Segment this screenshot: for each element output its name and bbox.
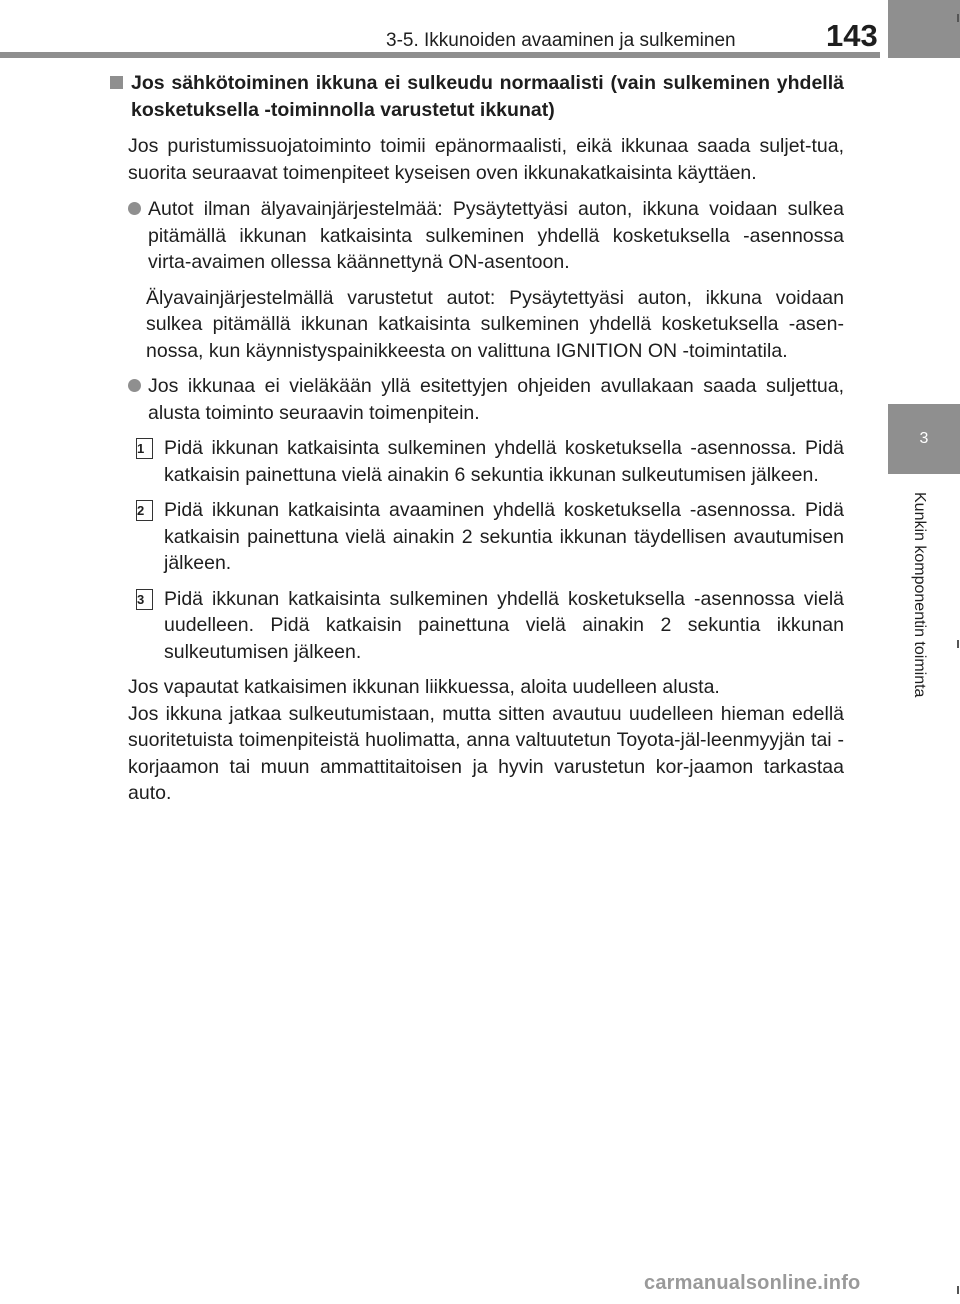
- section-heading: [108, 70, 844, 123]
- outro-paragraph: Jos ikkuna jatkaa sulkeutumistaan, mutta sitten avautuu uudelleen hieman edellä suoritetuista toimenpiteistä huolimatta, anna valtuutetun Toyota-jäl-leenmyyjän tai -korjaamon tai muun ammattitaitoisen ja hyvin varustetun kor-jaamon tarkastaa auto.: [128, 702, 844, 804]
- step-item: [136, 586, 844, 666]
- step-number-icon: 1: [136, 438, 153, 459]
- step-text: Pidä ikkunan katkaisinta avaaminen yhdellä kosketuksella -asennossa. Pidä katkaisin painettuna vielä ainakin 2 sekuntia ikkunan täydellisen avautumisen jälkeen.: [164, 499, 844, 574]
- margin-tick: [957, 1286, 959, 1294]
- step-number-icon: 2: [136, 500, 153, 521]
- step-text: Pidä ikkunan katkaisinta sulkeminen yhdellä kosketuksella -asennossa. Pidä katkaisin painettuna vielä ainakin 6 sekuntia ikkunan sulkeutumisen jälkeen.: [164, 437, 844, 486]
- margin-tick: [957, 640, 959, 648]
- bullet-text: Autot ilman älyavainjärjestelmää: Pysäytettyäsi auton, ikkuna voidaan sulkea pitämällä ikkunan katkaisinta sulkeminen yhdellä kosketuksella -asennossa virta-avaimen ollessa käännettynä ON-asentoon.: [148, 198, 844, 273]
- watermark: carmanualsonline.info: [644, 1272, 861, 1294]
- square-bullet-icon: [110, 76, 123, 89]
- chapter-tab[interactable]: [888, 404, 960, 474]
- intro-paragraph: Jos puristumissuojatoiminto toimii epänormaalisti, eikä ikkunaa saada suljet-tua, suorita seuraavat toimenpiteet kyseisen oven ikkunakatkaisinta käyttäen.: [128, 135, 844, 184]
- header-rule: [0, 52, 880, 58]
- page-number: 143: [826, 18, 878, 53]
- side-tab-top: [888, 0, 960, 58]
- step-text: Pidä ikkunan katkaisinta sulkeminen yhdellä kosketuksella -asennossa vielä uudelleen. Pidä katkaisin painettuna vielä ainakin 2 sekuntia ikkunan sulkeutumisen jälkeen.: [164, 587, 844, 663]
- bullet-item: [126, 373, 844, 426]
- outro-paragraph: Jos vapautat katkaisimen ikkunan liikkuessa, aloita uudelleen alusta.: [128, 676, 720, 698]
- page-content: [108, 70, 844, 807]
- circle-bullet-icon: [128, 379, 141, 392]
- chapter-title: Kunkin komponentin toiminta: [911, 492, 928, 698]
- circle-bullet-icon: [128, 202, 141, 215]
- section-title: 3-5. Ikkunoiden avaaminen ja sulkeminen: [386, 30, 736, 51]
- step-item: [136, 435, 844, 488]
- bullet-continuation: Älyavainjärjestelmällä varustetut autot: Pysäytettyäsi auton, ikkuna voidaan sulkea pitämällä ikkunan katkaisinta sulkeminen yhdellä kosketuksella -asen-nossa, kun käynnistyspainikkeesta on valittuna IGNITION ON -toimintatila.: [146, 286, 844, 362]
- bullet-text: Jos ikkunaa ei vieläkään yllä esitettyjen ohjeiden avullakaan saada suljettua, alusta toiminto seuraavin toimenpitein.: [148, 375, 844, 424]
- heading-text: Jos sähkötoiminen ikkuna ei sulkeudu normaalisti (vain sulkeminen yhdellä kosketuksella -toiminnolla varustetut ikkunat): [131, 72, 844, 121]
- chapter-number: 3: [919, 430, 929, 447]
- bullet-item: [126, 196, 844, 276]
- step-item: [136, 497, 844, 577]
- margin-tick: [957, 14, 959, 22]
- step-number-icon: 3: [136, 589, 153, 610]
